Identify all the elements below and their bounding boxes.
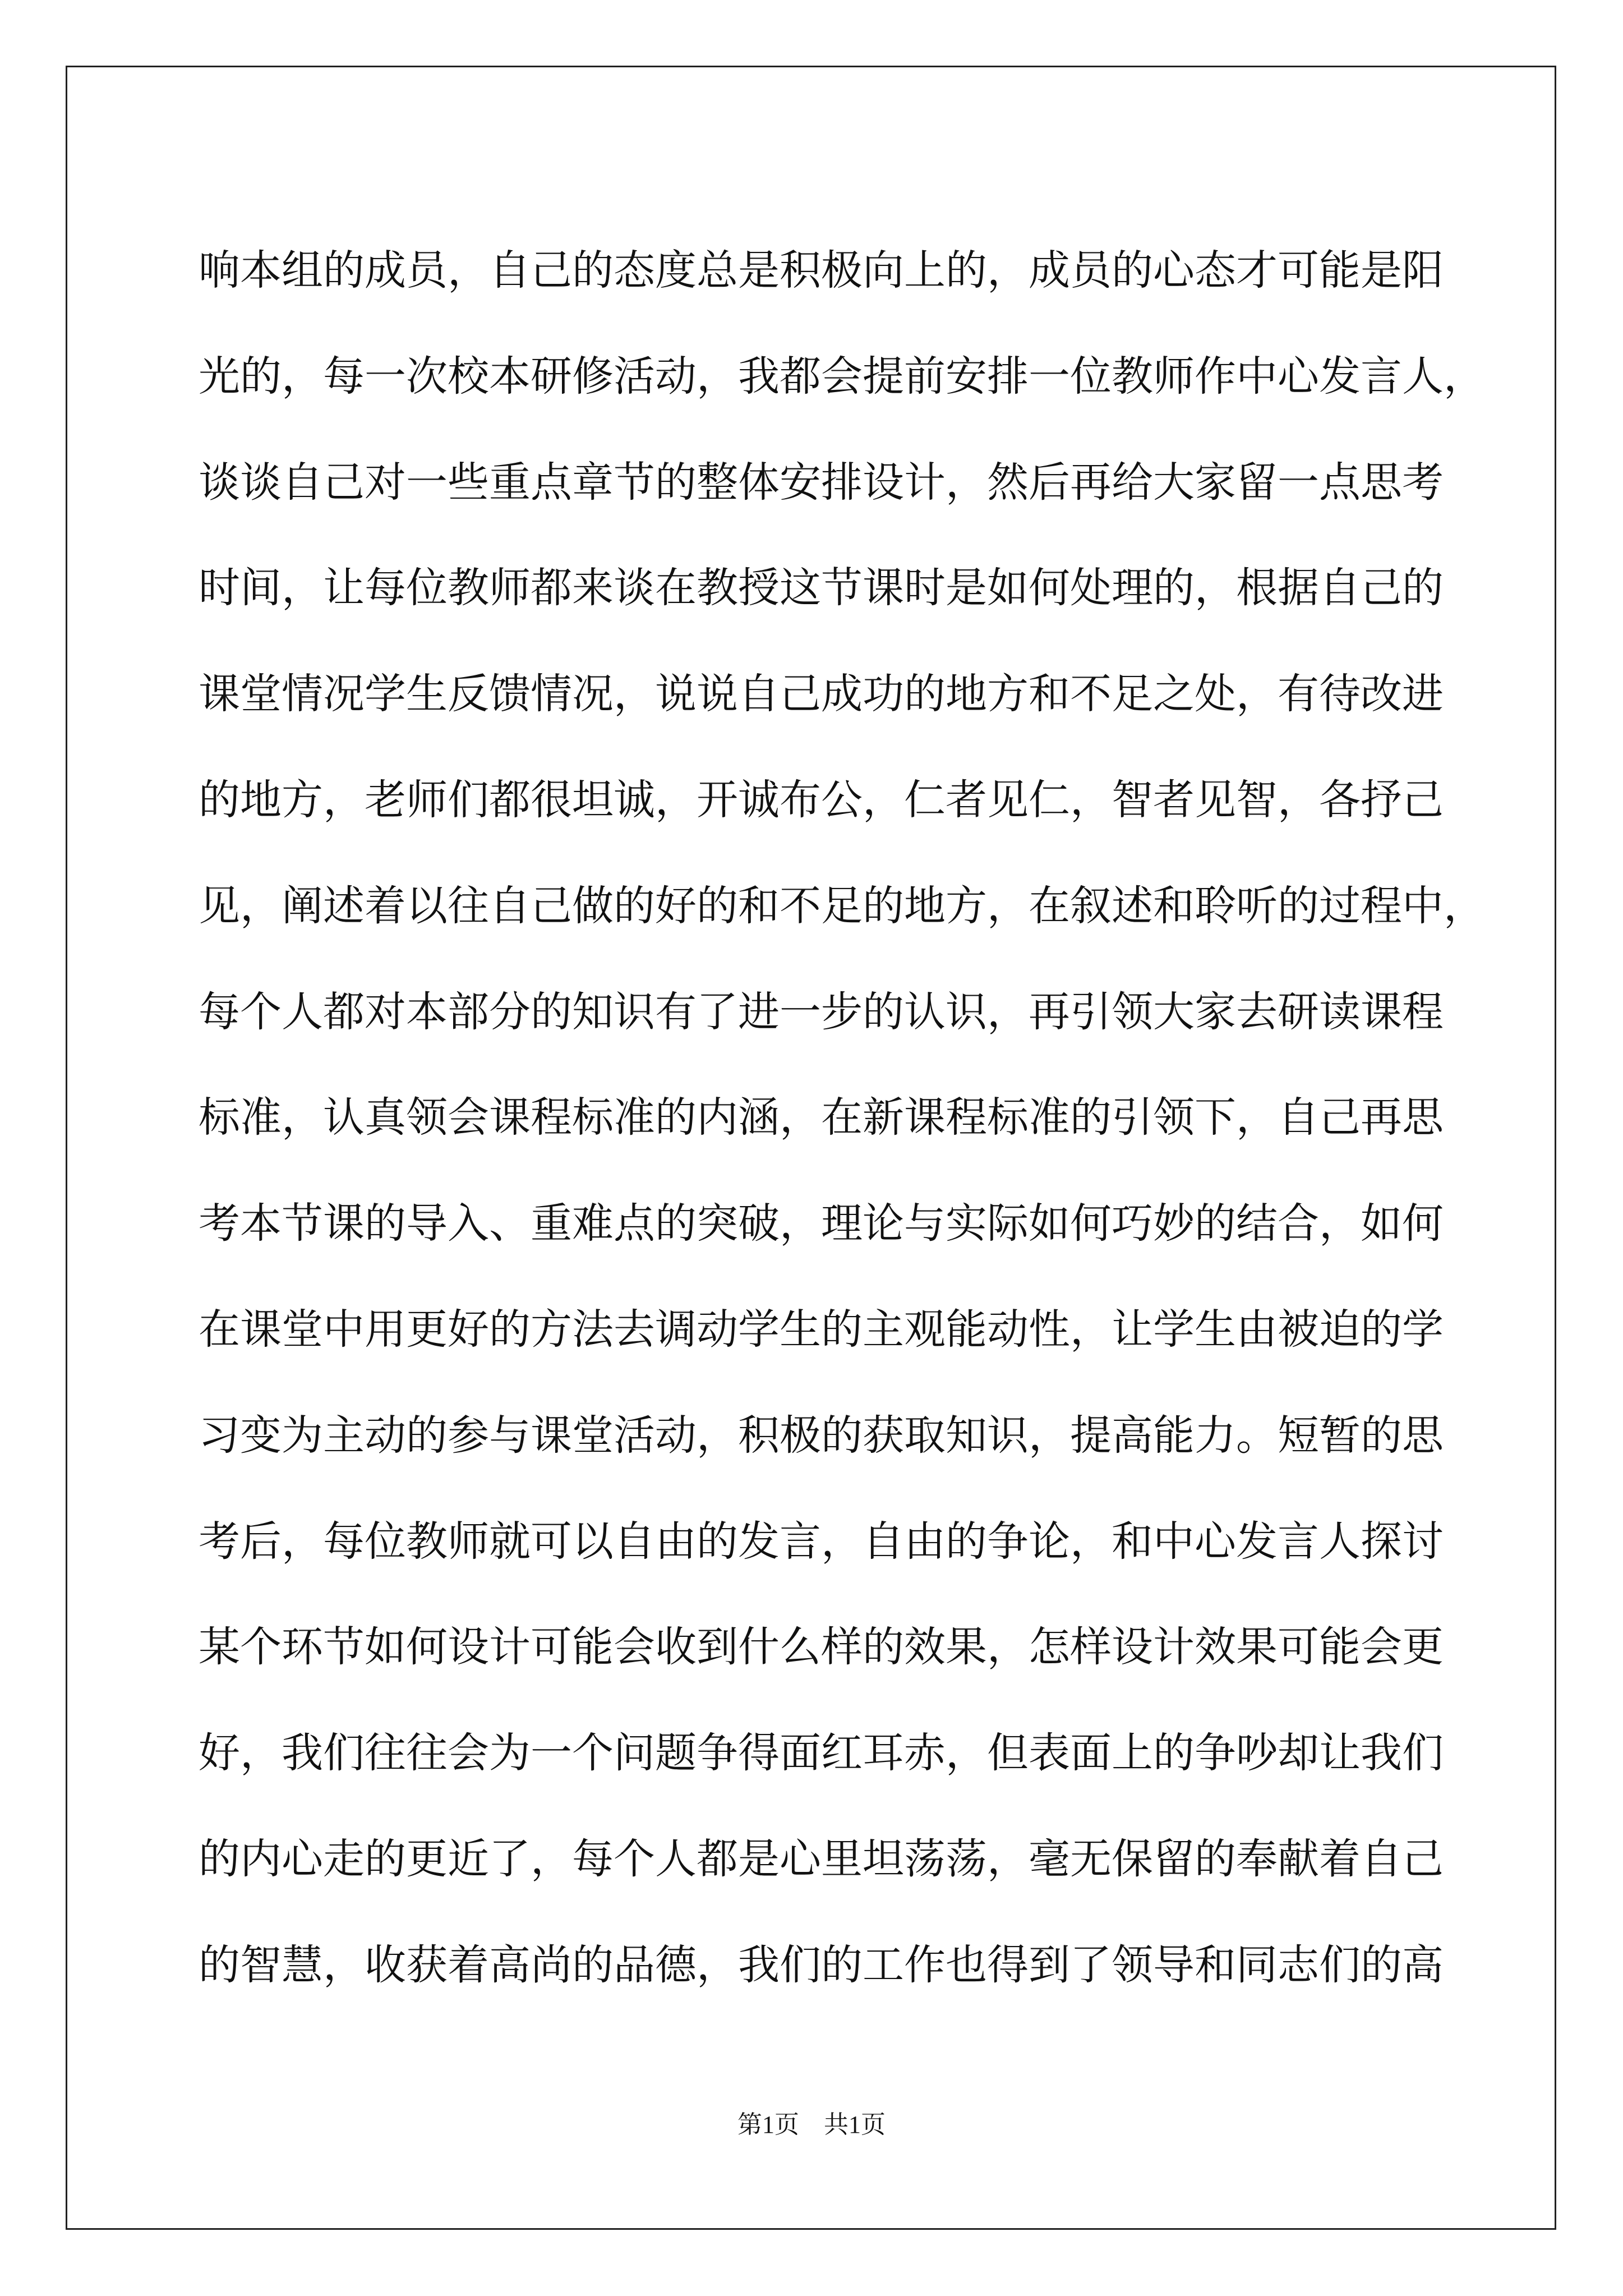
document-body [199, 218, 1485, 2018]
text-line: 在课堂中用更好的方法去调动学生的主观能动性，让学生由被迫的学 [199, 1305, 1444, 1354]
text-line: 某个环节如何设计可能会收到什么样的效果，怎样设计效果可能会更 [199, 1623, 1444, 1672]
text-line: 光的，每一次校本研修活动，我都会提前安排一位教师作中心发言人， [199, 352, 1485, 401]
text-line: 课堂情况学生反馈情况，说说自己成功的地方和不足之处，有待改进 [199, 670, 1444, 719]
text-line: 谈谈自己对一些重点章节的整体安排设计，然后再给大家留一点思考 [199, 458, 1444, 507]
text-line: 响本组的成员，自己的态度总是积极向上的，成员的心态才可能是阳 [199, 246, 1444, 295]
text-line: 习变为主动的参与课堂活动，积极的获取知识，提高能力。短暂的思 [199, 1411, 1444, 1460]
text-line: 时间，让每位教师都来谈在教授这节课时是如何处理的，根据自己的 [199, 564, 1444, 613]
text-line: 考本节课的导入、重难点的突破，理论与实际如何巧妙的结合，如何 [199, 1199, 1444, 1248]
text-line: 的智慧，收获着高尚的品德，我们的工作也得到了领导和同志们的高 [199, 1940, 1444, 1989]
page-number-footer: 第1页 共1页 [737, 2111, 886, 2138]
text-line: 的内心走的更近了，每个人都是心里坦荡荡，毫无保留的奉献着自己 [199, 1834, 1444, 1883]
text-line: 考后，每位教师就可以自由的发言，自由的争论，和中心发言人探讨 [199, 1517, 1444, 1566]
text-line: 每个人都对本部分的知识有了进一步的认识，再引领大家去研读课程 [199, 987, 1444, 1036]
text-line: 的地方，老师们都很坦诚，开诚布公，仁者见仁，智者见智，各抒己 [199, 775, 1444, 824]
text-line: 见，阐述着以往自己做的好的和不足的地方，在叙述和聆听的过程中， [199, 881, 1485, 930]
text-line: 好，我们往往会为一个问题争得面红耳赤，但表面上的争吵却让我们 [199, 1729, 1444, 1778]
text-line: 标准，认真领会课程标准的内涵，在新课程标准的引领下，自己再思 [199, 1093, 1444, 1142]
